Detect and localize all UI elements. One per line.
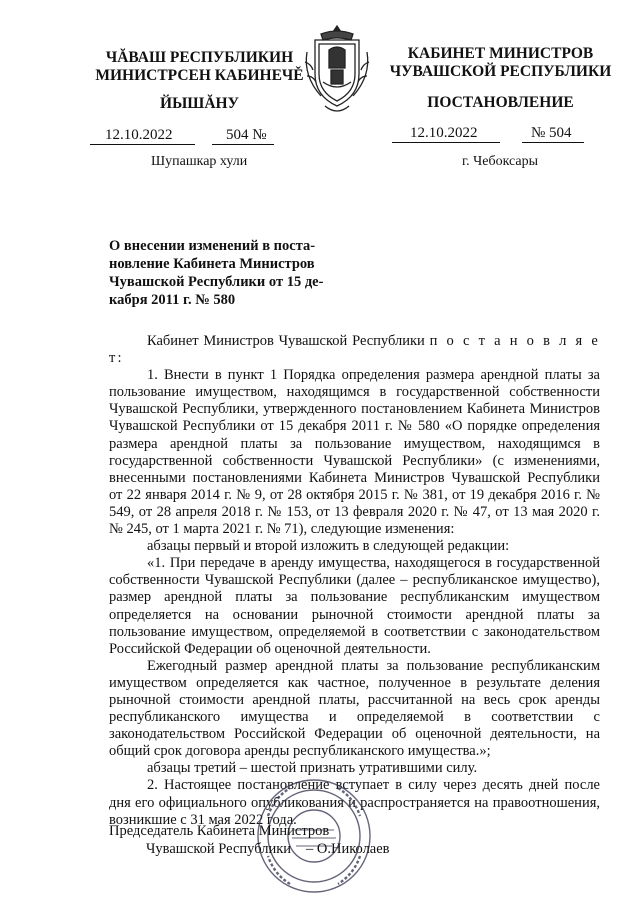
body-paragraph: Ежегодный размер арендной платы за пользование республиканским имуществом определяется как частное, полученное в результате деления рыночной стоимости арендной платы, рассчитанной на весь срок аренды республиканского имущества и определяемой в соответствии с законодательством Российской Федерации об оценочной деятельности, на общий срок договора аренды республиканского имущества.»; bbox=[109, 657, 600, 760]
signature-name: – О.Николаев bbox=[306, 841, 390, 857]
body-paragraph: «1. При передаче в аренду имущества, находящегося в государственной собственности Чувашской Республики (далее – республиканское имущество), размер арендной платы за пользование республиканским имуществом определяется на основании рыночной стоимости арендной платы за пользование имуществом, определяемой в соответствии с законодательством Российской Федерации об оценочной деятельности. bbox=[109, 555, 600, 657]
body-paragraph: абзацы первый и второй изложить в следующей редакции: bbox=[147, 538, 510, 555]
number-left: 504 № bbox=[226, 127, 267, 143]
body-intro bbox=[109, 333, 600, 367]
header-right-doc-type: ПОСТАНОВЛЕНИЕ bbox=[427, 94, 574, 111]
title-line: кабря 2011 г. № 580 bbox=[109, 292, 236, 308]
header-left-line1: ЧĂВАШ РЕСПУБЛИКИН bbox=[105, 49, 294, 66]
number-underline-left bbox=[212, 144, 274, 145]
number-right: № 504 bbox=[531, 125, 572, 141]
intro-text: Кабинет Министров Чувашской Республики bbox=[147, 333, 430, 349]
header-left-line2: МИНИСТРСЕН КАБИНЕЧĚ bbox=[95, 67, 304, 84]
date-underline-right bbox=[392, 142, 500, 143]
city-right: г. Чебоксары bbox=[462, 154, 539, 169]
body-paragraph: 1. Внести в пункт 1 Порядка определения размера арендной платы за пользование имуществом, находящимся в государственной собственности Чувашской Республики, утвержденного постановлением Кабинета Министров Чувашской Республики от 15 декабря 2011 г. № 580 «О порядке определения размера арендной платы за пользование имуществом, находящимся в государственной собственности Чувашской Республики» (с изменениями, внесенными постановлениями Кабинета Министров Чувашской Республики от 22 января 2014 г. № 9, от 28 октября 2015 г. № 381, от 19 декабря 2016 г. № 549, от 28 апреля 2018 г. № 153, от 13 февраля 2020 г. № 47, от 13 мая 2020 г. № 245, от 1 марта 2021 г. № 71), следующие изменения: bbox=[109, 367, 600, 538]
city-left: Шупашкар хули bbox=[151, 154, 248, 169]
title-line: Чувашской Республики от 15 де- bbox=[109, 274, 324, 290]
date-underline-left bbox=[90, 144, 195, 145]
header-right-line2: ЧУВАШСКОЙ РЕСПУБЛИКИ bbox=[389, 63, 612, 80]
title-line: новление Кабинета Министров bbox=[109, 256, 315, 272]
body-paragraph: 2. Настоящее постановление вступает в силу через десять дней после дня его официального опубликования и распространяется на правоотношения, возникшие с 31 мая 2022 года. bbox=[109, 777, 600, 828]
body-paragraph: абзацы третий – шестой признать утратившими силу. bbox=[147, 760, 478, 777]
signature-position-line2: Чувашской Республики bbox=[146, 841, 292, 857]
coat-of-arms-emblem bbox=[301, 22, 373, 118]
date-right: 12.10.2022 bbox=[410, 125, 478, 141]
date-left: 12.10.2022 bbox=[105, 127, 173, 143]
header-right-line1: КАБИНЕТ МИНИСТРОВ bbox=[407, 45, 594, 62]
number-underline-right bbox=[522, 142, 584, 143]
header-left-doc-type: ЙЫШĂНУ bbox=[160, 95, 239, 112]
signature-position-line1: Председатель Кабинета Министров bbox=[109, 823, 330, 839]
intro-verb: п о с т а н о в л я е т: bbox=[109, 333, 600, 367]
title-line: О внесении изменений в поста- bbox=[109, 238, 316, 254]
document-body bbox=[109, 333, 600, 829]
document-title bbox=[109, 237, 329, 309]
